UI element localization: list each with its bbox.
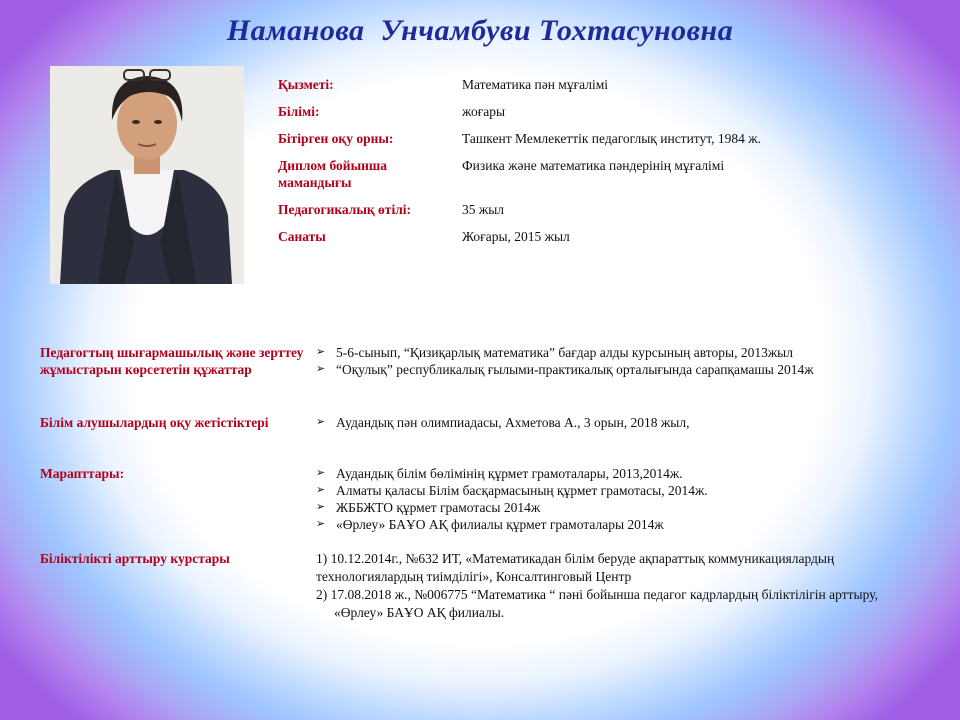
section-list: [316, 465, 920, 533]
section-label: Марапттары:: [40, 466, 125, 481]
arrow-bullet-icon: ➢: [316, 363, 326, 375]
section-list: [316, 344, 920, 378]
arrow-bullet-icon: ➢: [316, 501, 326, 513]
section-list: [316, 414, 920, 431]
section-achievements: [40, 414, 920, 431]
info-row-education: [278, 103, 838, 120]
arrow-bullet-icon: ➢: [316, 484, 326, 496]
section-label: Білім алушылардың оқу жетістіктері: [40, 415, 269, 430]
arrow-bullet-icon: ➢: [316, 416, 326, 428]
info-label: Диплом бойынша мамандығы: [278, 158, 388, 190]
list-item: ➢ “Оқулық” республикалық ғылыми-практикалық орталығында сарапқамашы 2014ж: [316, 362, 814, 377]
list-item: ➢ «Өрлеу» БАҰО АҚ филиалы құрмет грамоталары 2014ж: [316, 517, 664, 532]
info-label: Білімі:: [278, 104, 320, 119]
info-value: Ташкент Мемлекеттік педагоглық институт, 1984 ж.: [462, 131, 761, 146]
list-item: ➢ 5-6-сынып, “Қизиқарлық математика” бағдар алды курсының авторы, 2013жыл: [316, 345, 793, 360]
info-row-category: [278, 228, 838, 245]
info-row-position: [278, 76, 838, 93]
course-item: 1) 10.12.2014г., №632 ИТ, «Математикадан білім беруде ақпараттық коммуникациялардың технологиялардың тиімділігі», Консалтинговый Центр: [316, 551, 835, 584]
section-courses: [40, 550, 896, 622]
info-label: Санаты: [278, 229, 326, 244]
info-value: Жоғары, 2015 жыл: [462, 229, 570, 244]
course-item: 2) 17.08.2018 ж., №006775 “Математика “ пәні бойынша педагог кадрлардың біліктілігін арттыру, «Өрлеу» БАҰО АҚ филиалы.: [316, 587, 878, 620]
arrow-bullet-icon: ➢: [316, 467, 326, 479]
info-row-diploma: [278, 157, 838, 191]
info-row-institution: [278, 130, 838, 147]
info-value: жоғары: [462, 104, 506, 119]
info-label: Бітірген оқу орны:: [278, 131, 394, 146]
portrait-photo: [50, 66, 244, 284]
list-item: ➢ Аудандық білім бөлімінің құрмет грамоталары, 2013,2014ж.: [316, 466, 683, 481]
list-item: ➢ Алматы қаласы Білім басқармасының құрмет грамотасы, 2014ж.: [316, 483, 708, 498]
list-item: ➢ ЖББЖТО құрмет грамотасы 2014ж: [316, 500, 541, 515]
info-value: Математика пән мұғалімі: [462, 77, 609, 92]
list-item: ➢ Аудандық пән олимпиадасы, Ахметова А., 3 орын, 2018 жыл,: [316, 415, 690, 430]
info-table: [278, 76, 838, 255]
page-title: Наманова Унчамбуви Тохтасуновна: [226, 14, 734, 47]
info-row-experience: [278, 201, 838, 218]
info-value: Физика және математика пәндерінің мұғалімі: [462, 158, 725, 173]
section-label: Педагогтың шығармашылық және зерттеу жұмыстарын көрсететін құжаттар: [40, 345, 304, 377]
arrow-bullet-icon: ➢: [316, 518, 326, 530]
info-label: Қызметі:: [278, 77, 334, 92]
portrait-image: [50, 66, 244, 284]
courses-list: [316, 550, 896, 622]
section-awards: [40, 465, 920, 533]
info-value: 35 жыл: [462, 202, 505, 217]
arrow-bullet-icon: ➢: [316, 346, 326, 358]
section-works: [40, 344, 920, 378]
section-label: Біліктілікті арттыру курстары: [40, 551, 230, 566]
info-label: Педагогикалық өтілі:: [278, 202, 412, 217]
